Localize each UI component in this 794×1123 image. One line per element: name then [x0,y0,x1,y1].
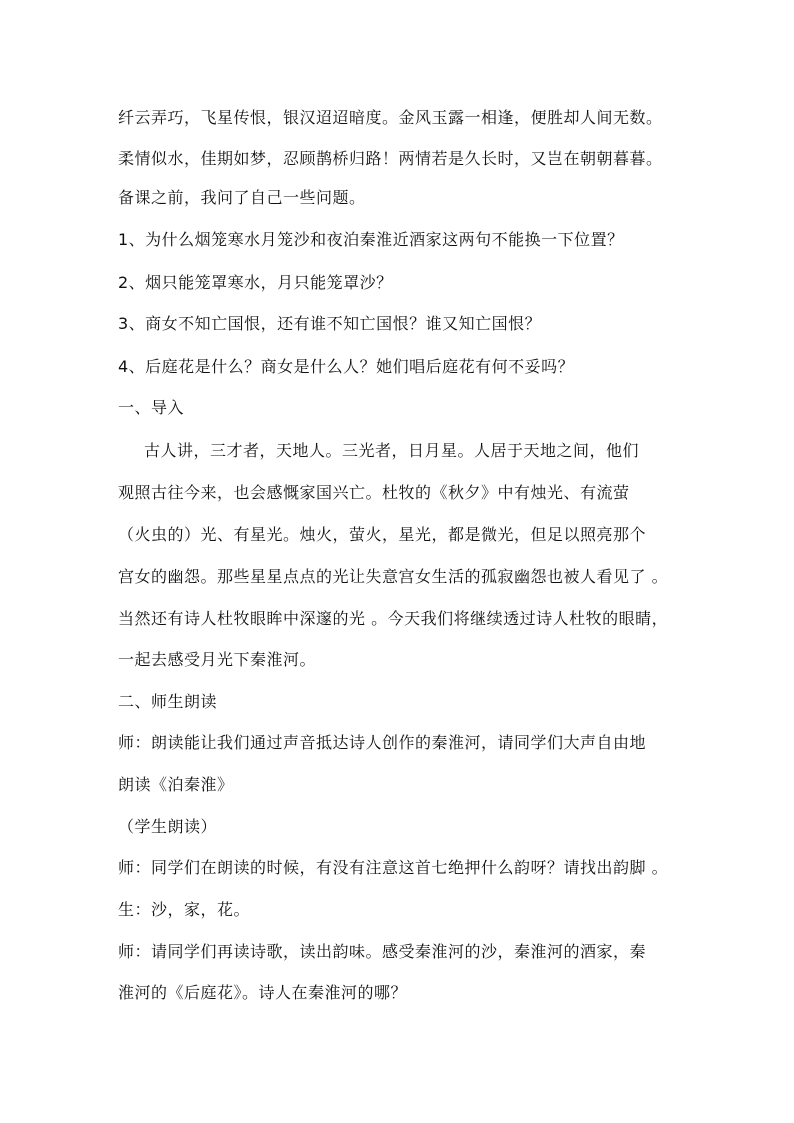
poem-line-1: 纤云弄巧，飞星传恨，银汉迢迢暗度。金风玉露一相逢，便胜却人间无数。 [118,108,663,127]
paragraph-line: 当然还有诗人杜牧眼眸中深邃的光 。今天我们将继续透过诗人杜牧的眼睛， [118,609,669,628]
paragraph-line: 一起去感受月光下秦淮河。 [118,650,317,669]
dialogue-line: 师：朗读能让我们通过声音抵达诗人创作的秦淮河，请同学们大声自由地 [118,733,647,752]
question-2: 2、烟只能笼罩寒水，月只能笼罩沙？ [118,273,393,292]
dialogue-line: 朗读《泊秦淮》 [118,775,234,794]
section-heading-reading: 二、师生朗读 [118,692,218,711]
poem-line-2: 柔情似水，佳期如梦，忍顾鹊桥归路！两情若是久长时，又岂在朝朝暮暮。 [118,149,663,168]
paragraph-line: 宫女的幽怨。那些星星点点的光让失意宫女生活的孤寂幽怨也被人看见了 。 [118,567,669,586]
prep-intro-text: 备课之前，我问了自己一些问题。 [118,188,366,207]
section-heading-intro: 一、导入 [118,398,185,417]
dialogue-line: 生：沙，家，花。 [118,900,251,919]
stage-direction: （学生朗读） [118,817,218,836]
dialogue-line: 师：同学们在朗读的时候，有没有注意这首七绝押什么韵呀？请找出韵脚 。 [118,858,669,877]
paragraph-line: （火虫的）光、有星光。烛火，萤火，星光，都是微光，但足以照亮那个 [118,525,647,544]
question-3: 3、商女不知亡国恨，还有谁不知亡国恨？谁又知亡国恨？ [118,314,542,333]
question-1: 1、为什么烟笼寒水月笼沙和夜泊秦淮近酒家这两句不能换一下位置？ [118,230,624,249]
dialogue-line: 师：请同学们再读诗歌，读出韵味。感受秦淮河的沙，秦淮河的酒家，秦 [118,942,647,961]
paragraph-line: 古人讲，三才者，天地人。三光者，日月星。人居于天地之间，他们 [144,441,640,460]
question-4: 4、后庭花是什么？商女是什么人？她们唱后庭花有何不妥吗？ [118,357,575,376]
dialogue-line: 淮河的《后庭花》。诗人在秦淮河的哪？ [118,983,408,1002]
paragraph-line: 观照古往今来，也会感慨家国兴亡。杜牧的《秋夕》中有烛光、有流萤 [118,483,630,502]
